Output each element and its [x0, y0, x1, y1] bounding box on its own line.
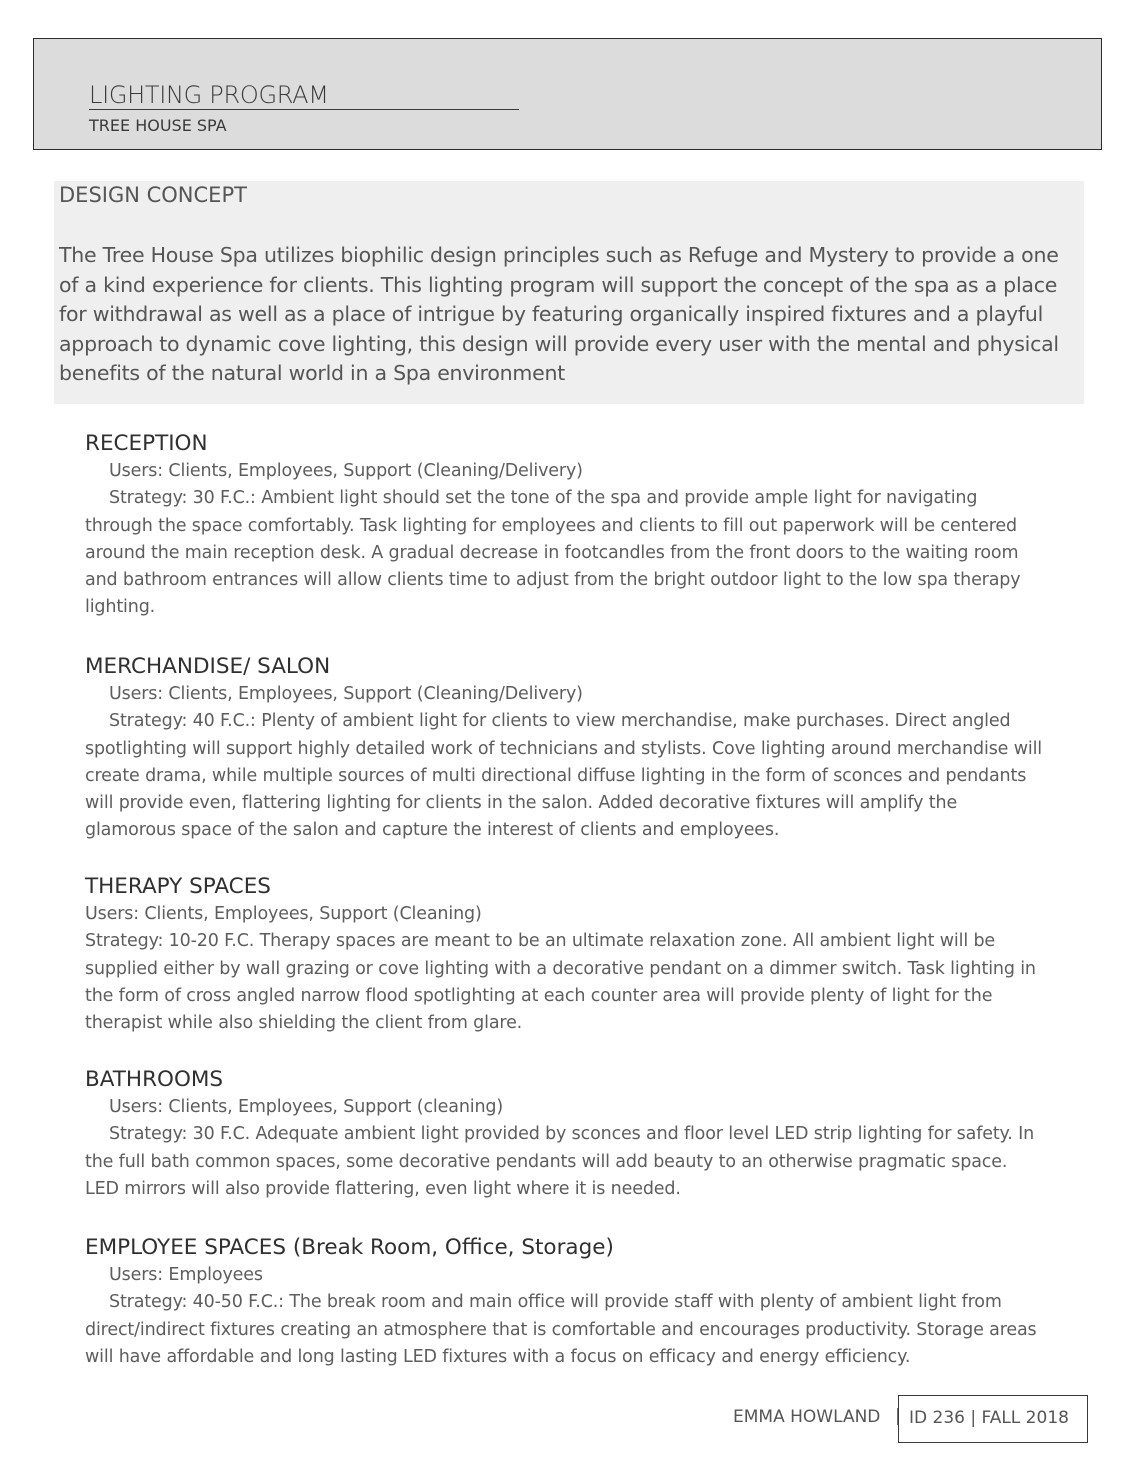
section-therapy-spaces: [85, 872, 1045, 1037]
section-strategy: Strategy: 10-20 F.C. Therapy spaces are meant to be an ultimate relaxation zone. All ambient light will be supplied either by wall grazing or cove lighting with a decorative pendant on a dimmer switch. Task lighting in the form of cross angled narrow flood spotlighting at each counter area will provide plenty of light for the therapist while also shielding the client from glare.: [85, 931, 1036, 1034]
footer-author: EMMA HOWLAND: [733, 1407, 881, 1427]
section-users: Users: Clients, Employees, Support (cleaning): [109, 1097, 504, 1117]
section-reception: [85, 429, 1045, 622]
page-title: LIGHTING PROGRAM: [89, 81, 519, 110]
section-strategy: Strategy: 30 F.C.: Ambient light should set the tone of the spa and provide ample light for navigating through the space comfortably. Task lighting for employees and clients to fill out paperwork will be centered around the main reception desk. A gradual decrease in footcandles from the front doors to the waiting room and bathroom entrances will allow clients time to adjust from the bright outdoor light to the low spa therapy lighting.: [85, 488, 1021, 618]
section-strategy: Strategy: 30 F.C. Adequate ambient light provided by sconces and floor level LED strip lighting for safety. In the full bath common spaces, some decorative pendants will add beauty to an otherwise pragmatic space. LED mirrors will also provide flattering, even light where it is needed.: [85, 1124, 1035, 1199]
design-concept-title: DESIGN CONCEPT: [59, 183, 247, 207]
section-title: BATHROOMS: [85, 1067, 224, 1092]
section-users: Users: Clients, Employees, Support (Cleaning/Delivery): [109, 461, 583, 481]
section-strategy: Strategy: 40-50 F.C.: The break room and main office will provide staff with plenty of ambient light from direct/indirect fixtures creating an atmosphere that is comfortable and encourages productivity. Storage areas will have affordable and long lasting LED fixtures with a focus on efficacy and energy efficiency.: [85, 1292, 1037, 1367]
design-concept-panel: [54, 181, 1084, 404]
footer-course: ID 236 | FALL 2018: [909, 1408, 1069, 1428]
section-strategy: Strategy: 40 F.C.: Plenty of ambient light for clients to view merchandise, make purchases. Direct angled spotlighting will support highly detailed work of technicians and stylists. Cove lighting around merchandise will create drama, while multiple sources of multi directional diffuse lighting in the form of sconces and pendants will provide even, flattering lighting for clients in the salon. Added decorative fixtures will amplify the glamorous space of the salon and capture the interest of clients and employees.: [85, 711, 1042, 841]
section-bathrooms: [85, 1065, 1045, 1203]
footer-course-box: [898, 1395, 1088, 1443]
section-title: RECEPTION: [85, 431, 208, 456]
section-users: Users: Clients, Employees, Support (Cleaning/Delivery): [109, 684, 583, 704]
page-subtitle: TREE HOUSE SPA: [89, 116, 227, 135]
section-merchandise-salon: [85, 652, 1045, 845]
section-title: THERAPY SPACES: [85, 874, 271, 899]
section-title: MERCHANDISE/ SALON: [85, 654, 331, 679]
section-employee-spaces: [85, 1233, 1045, 1371]
design-concept-body: The Tree House Spa utilizes biophilic design principles such as Refuge and Mystery to provide a one of a kind experience for clients. This lighting program will support the concept of the spa as a place for withdrawal as well as a place of intrigue by featuring organically inspired fixtures and a playful approach to dynamic cove lighting, this design will provide every user with the mental and physical benefits of the natural world in a Spa environment: [59, 243, 1059, 385]
header-box: [33, 38, 1102, 150]
section-users: Users: Employees: [109, 1265, 263, 1285]
section-title: EMPLOYEE SPACES (Break Room, Office, Storage): [85, 1235, 614, 1260]
section-users: Users: Clients, Employees, Support (Cleaning): [85, 904, 482, 924]
footer-separator: |: [895, 1406, 901, 1426]
